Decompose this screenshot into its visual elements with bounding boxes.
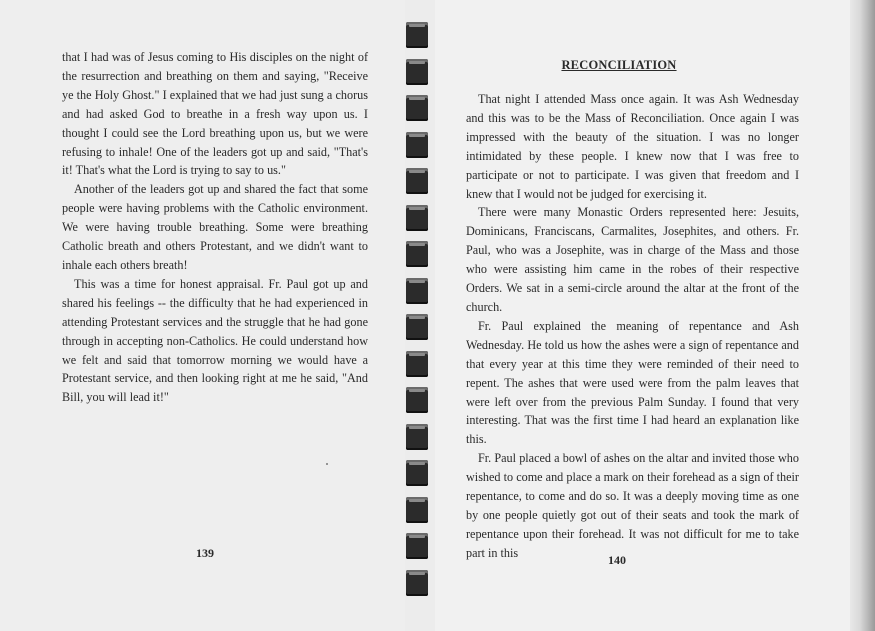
binding-ring	[406, 351, 428, 377]
paragraph: There were many Monastic Orders represented here: Jesuits, Dominicans, Franciscans, Carmalites, Josephites, and others. Fr. Paul, who was a Josephite, was in charge of the Mass and those who were assisting him came in the robes of their respective Orders. We sat in a semi-circle around the altar at the front of the church.	[466, 205, 799, 314]
paragraph: That night I attended Mass once again. It was Ash Wednesday and this was to be the Mass of Reconciliation. Once again I was impressed with the beauty of the situation. I was no longer intimidated by these people. I knew now that I was free to participate or not to participate. I was given that freedom and I knew that I would not be judged for exercising it.	[466, 92, 799, 201]
right-page-text	[466, 90, 799, 563]
binding-ring	[406, 460, 428, 486]
binding-ring	[406, 95, 428, 121]
page-number-right: 140	[608, 553, 626, 567]
paragraph: This was a time for honest appraisal. Fr. Paul got up and shared his feelings -- the difficulty that he had experienced in attending Protestant services and the struggle that he had gone through in accepting non-Catholics. He could understand how we felt and said that tomorrow morning we would have a Protestant service, and then looking right at me he said, "And Bill, you will lead it!"	[62, 276, 368, 405]
binding-ring	[406, 168, 428, 194]
binding-ring	[406, 570, 428, 596]
binding-ring	[406, 278, 428, 304]
binding-ring	[406, 205, 428, 231]
binding-ring	[406, 314, 428, 340]
paper-speck	[326, 463, 328, 465]
page-edge-shadow	[850, 0, 875, 631]
paragraph: Fr. Paul placed a bowl of ashes on the altar and invited those who wished to come and place a mark on their forehead as a sign of their repentance, to come and do so. It was a deeply moving time as one by one people quietly got out of their seats and took the mark of repentance upon their forehead. It was not difficult for me to take part in this	[466, 451, 799, 560]
paragraph: Fr. Paul explained the meaning of repentance and Ash Wednesday. He told us how the ashes were a sign of repentance and that every year at this time they were reminded of their need to repent. The ashes that were used were from the palm leaves that were left over from the previous Palm Sunday. I found that very interesting. That was the first time I had heard an explanation like this.	[466, 318, 799, 447]
left-page-text	[62, 48, 368, 407]
paragraph: that I had was of Jesus coming to His disciples on the night of the resurrection and breathing on them and saying, "Receive ye the Holy Ghost." I explained that we had just sung a chorus and had asked God to breathe in a fresh way upon us. I thought I could see the Lord breathing upon us, but we were refusing to inhale! One of the leaders got up and said, "That's it! That's what the Lord is trying to say to us."	[62, 50, 368, 178]
paragraph: Another of the leaders got up and shared the fact that some people were having problems with the Catholic environment. We were having trouble breathing. Some were breathing Catholic breath and others Protestant, and we didn't want to inhale each others breath!	[62, 182, 368, 272]
binding-ring	[406, 22, 428, 48]
left-page	[0, 0, 405, 631]
binding-ring	[406, 533, 428, 559]
chapter-heading: RECONCILIATION	[561, 58, 677, 72]
binding-ring	[406, 132, 428, 158]
binding-ring	[406, 424, 428, 450]
page-number-left: 139	[196, 546, 214, 560]
binding-ring	[406, 497, 428, 523]
binding-ring	[406, 59, 428, 85]
binding-ring	[406, 241, 428, 267]
binding-ring	[406, 387, 428, 413]
right-page	[435, 0, 850, 631]
